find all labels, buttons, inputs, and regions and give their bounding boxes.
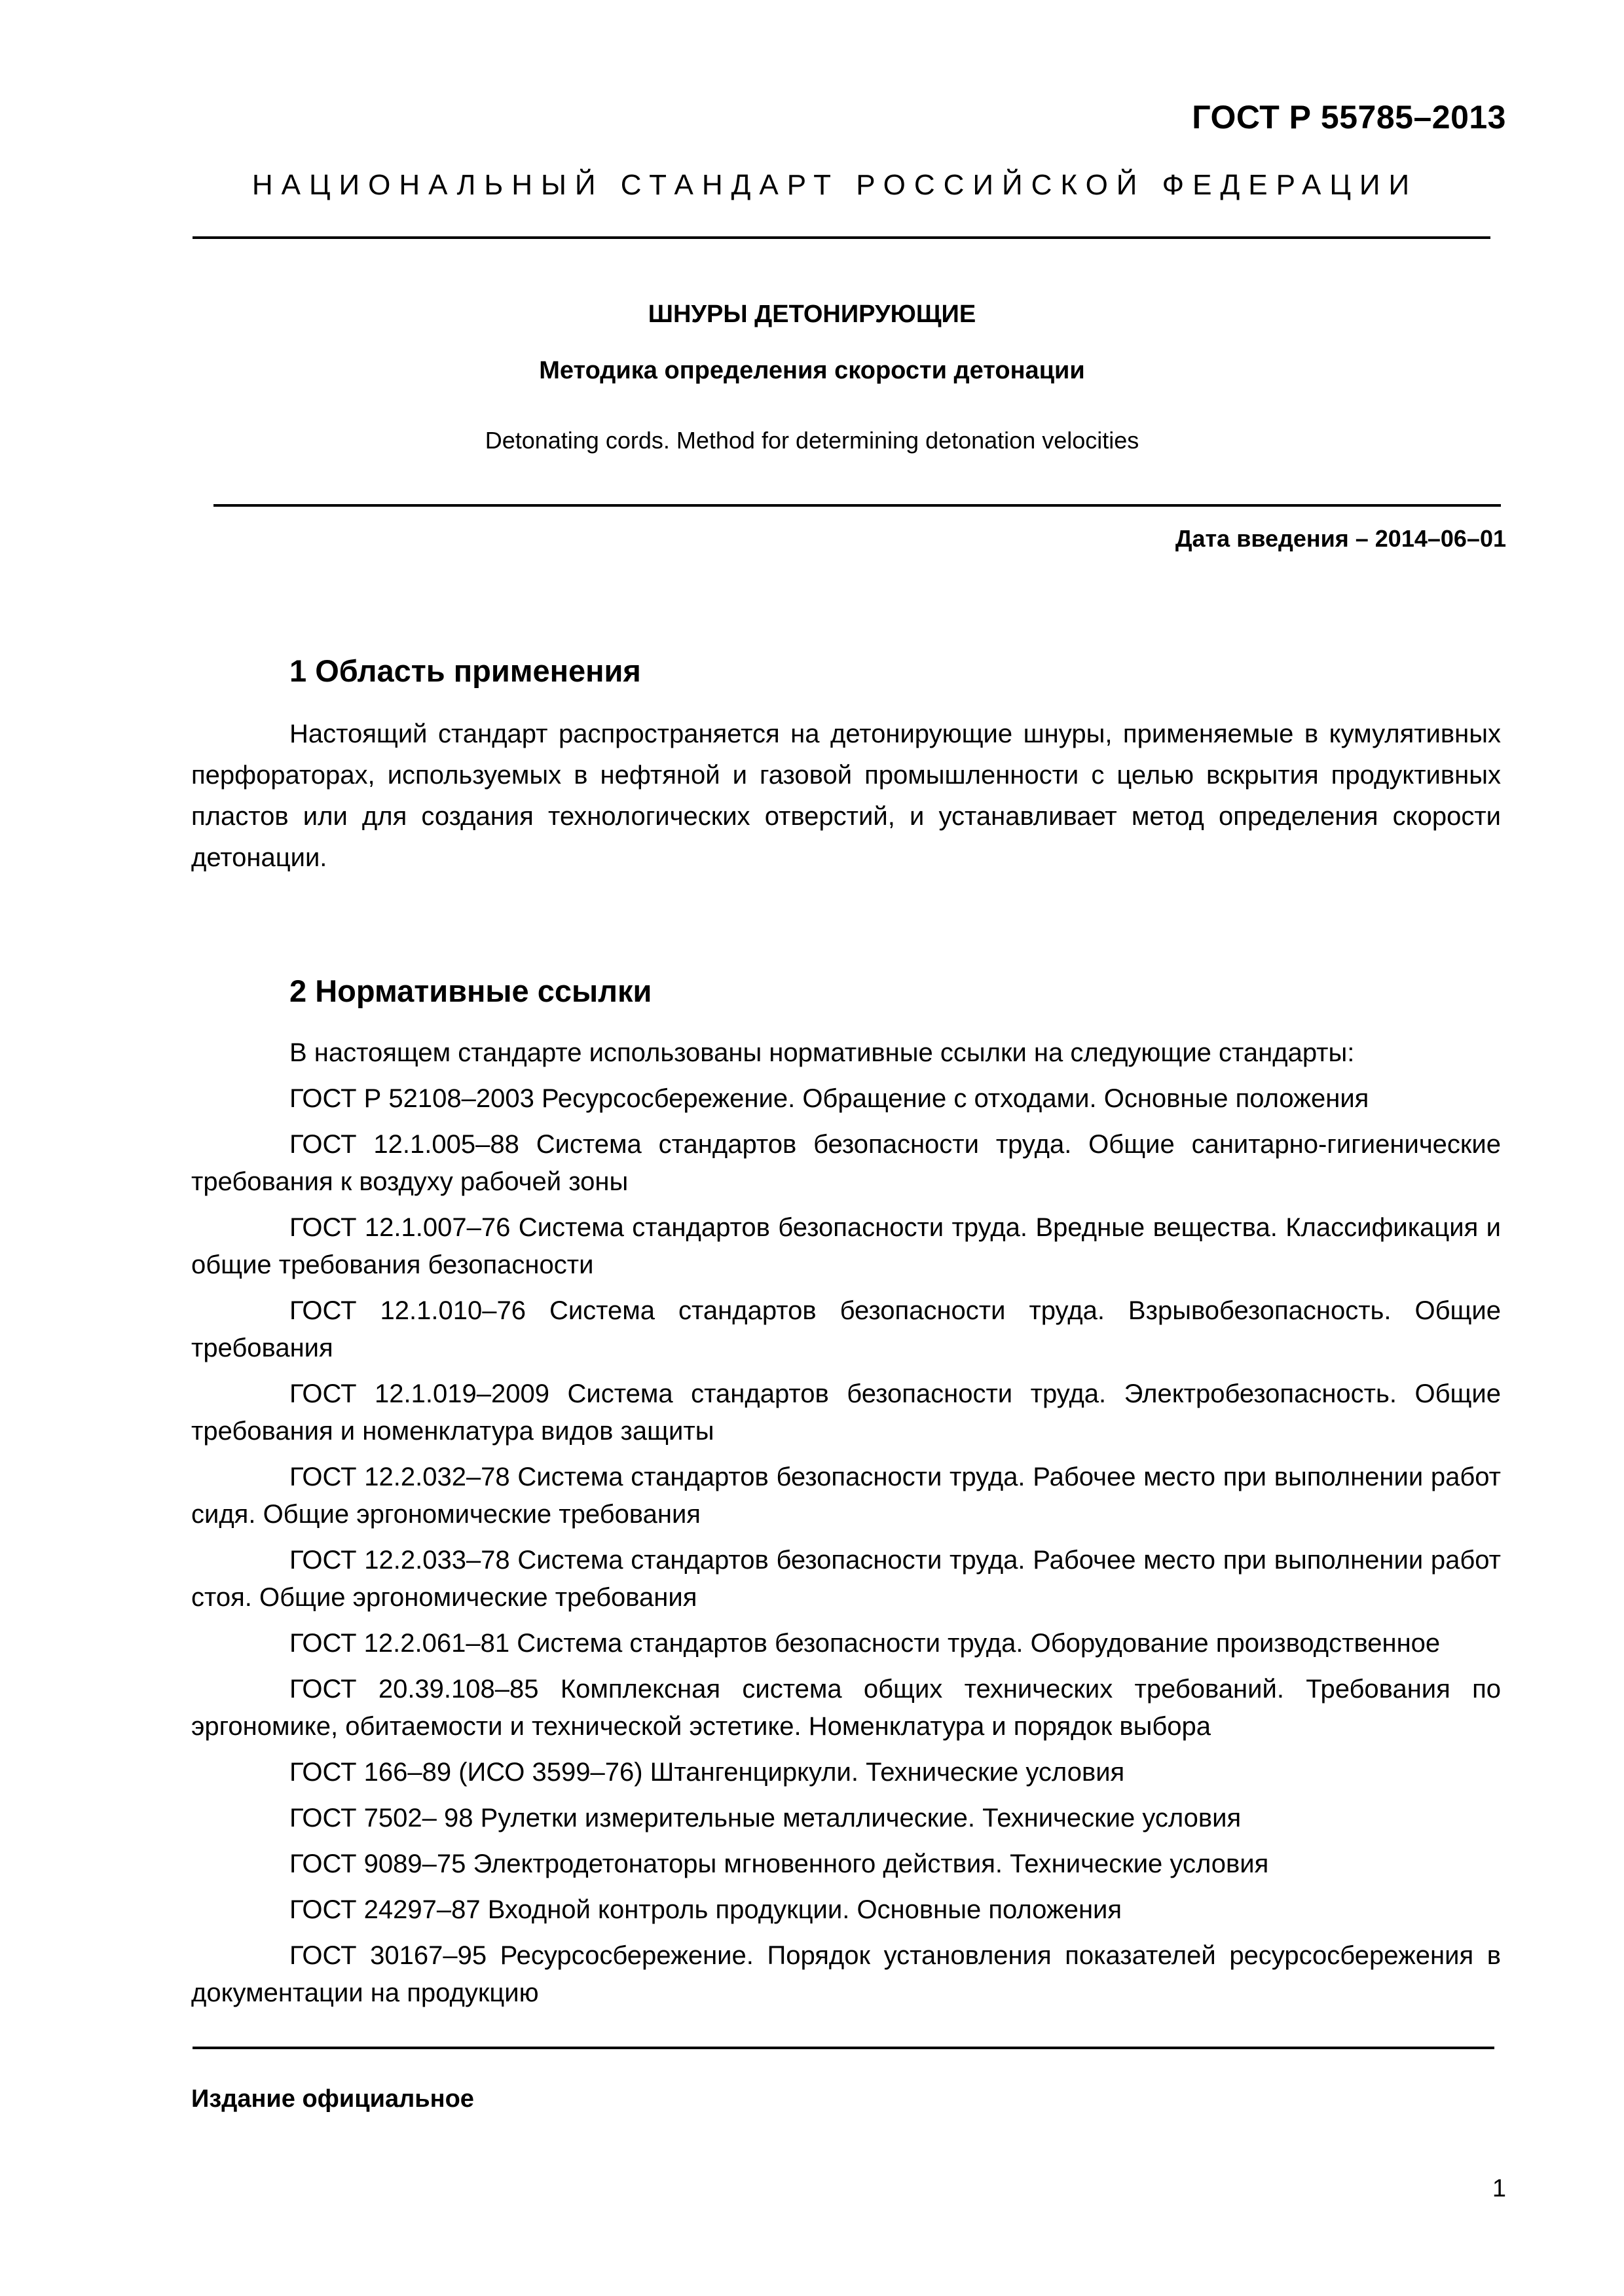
edition-note: Издание официальное bbox=[191, 2085, 474, 2113]
reference-item: ГОСТ 24297–87 Входной контроль продукции. Основные положения bbox=[289, 1895, 1122, 1924]
reference-item: ГОСТ 12.1.005–88 Система стандартов безопасности труда. Общие санитарно-гигиенические требования к воздуху рабочей зоны bbox=[191, 1130, 1501, 1196]
reference-item: ГОСТ 20.39.108–85 Комплексная система общих технических требований. Требования по эргономике, обитаемости и технической эстетике. Номенклатура и порядок выбора bbox=[191, 1675, 1501, 1741]
section-1-text: Настоящий стандарт распространяется на детонирующие шнуры, применяемые в кумулятивных перфораторах, используемых в нефтяной и газовой промышленности с целью вскрытия продуктивных пластов или для создания технологических отверстий, и устанавливает метод определения скорости детонации. bbox=[191, 720, 1501, 872]
header-divider bbox=[193, 236, 1490, 239]
reference-item: ГОСТ 12.2.033–78 Система стандартов безопасности труда. Рабочее место при выполнении работ стоя. Общие эргономические требования bbox=[191, 1546, 1501, 1612]
title-divider bbox=[213, 504, 1501, 507]
reference-item: ГОСТ 12.1.010–76 Система стандартов безопасности труда. Взрывобезопасность. Общие требования bbox=[191, 1296, 1501, 1362]
section-2-heading: 2 Нормативные ссылки bbox=[289, 974, 652, 1008]
references-intro: В настоящем стандарте использованы нормативные ссылки на следующие стандарты: bbox=[289, 1038, 1355, 1067]
reference-item: ГОСТ 7502– 98 Рулетки измерительные металлические. Технические условия bbox=[289, 1804, 1242, 1832]
page-number: 1 bbox=[1492, 2175, 1506, 2202]
reference-item: ГОСТ 12.2.061–81 Система стандартов безопасности труда. Оборудование производственное bbox=[289, 1629, 1441, 1658]
footer-divider bbox=[193, 2047, 1494, 2049]
standard-title-english: Detonating cords. Method for determining detonation velocities bbox=[485, 427, 1139, 454]
national-standard-banner: НАЦИОНАЛЬНЫЙ СТАНДАРТ РОССИЙСКОЙ ФЕДЕРАЦИИ bbox=[251, 169, 1418, 201]
section-1-heading: 1 Область применения bbox=[289, 653, 641, 688]
reference-item: ГОСТ Р 52108–2003 Ресурсосбережение. Обращение с отходами. Основные положения bbox=[289, 1084, 1369, 1113]
standard-subtitle: Методика определения скорости детонации bbox=[539, 357, 1085, 384]
reference-item: ГОСТ 30167–95 Ресурсосбережение. Порядок установления показателей ресурсосбережения в документации на продукцию bbox=[191, 1941, 1501, 2007]
doc-code: ГОСТ Р 55785–2013 bbox=[1192, 99, 1506, 136]
normative-references-list bbox=[191, 1034, 1501, 2020]
reference-item: ГОСТ 12.1.007–76 Система стандартов безопасности труда. Вредные вещества. Классификация и общие требования безопасности bbox=[191, 1213, 1501, 1279]
reference-item: ГОСТ 166–89 (ИСО 3599–76) Штангенциркули. Технические условия bbox=[289, 1758, 1125, 1787]
reference-item: ГОСТ 12.2.032–78 Система стандартов безопасности труда. Рабочее место при выполнении работ сидя. Общие эргономические требования bbox=[191, 1463, 1501, 1529]
standard-title: ШНУРЫ ДЕТОНИРУЮЩИЕ bbox=[648, 301, 976, 328]
reference-item: ГОСТ 12.1.019–2009 Система стандартов безопасности труда. Электробезопасность. Общие требования и номенклатура видов защиты bbox=[191, 1379, 1501, 1446]
reference-item: ГОСТ 9089–75 Электродетонаторы мгновенного действия. Технические условия bbox=[289, 1850, 1269, 1878]
intro-date: Дата введения – 2014–06–01 bbox=[1175, 525, 1506, 552]
